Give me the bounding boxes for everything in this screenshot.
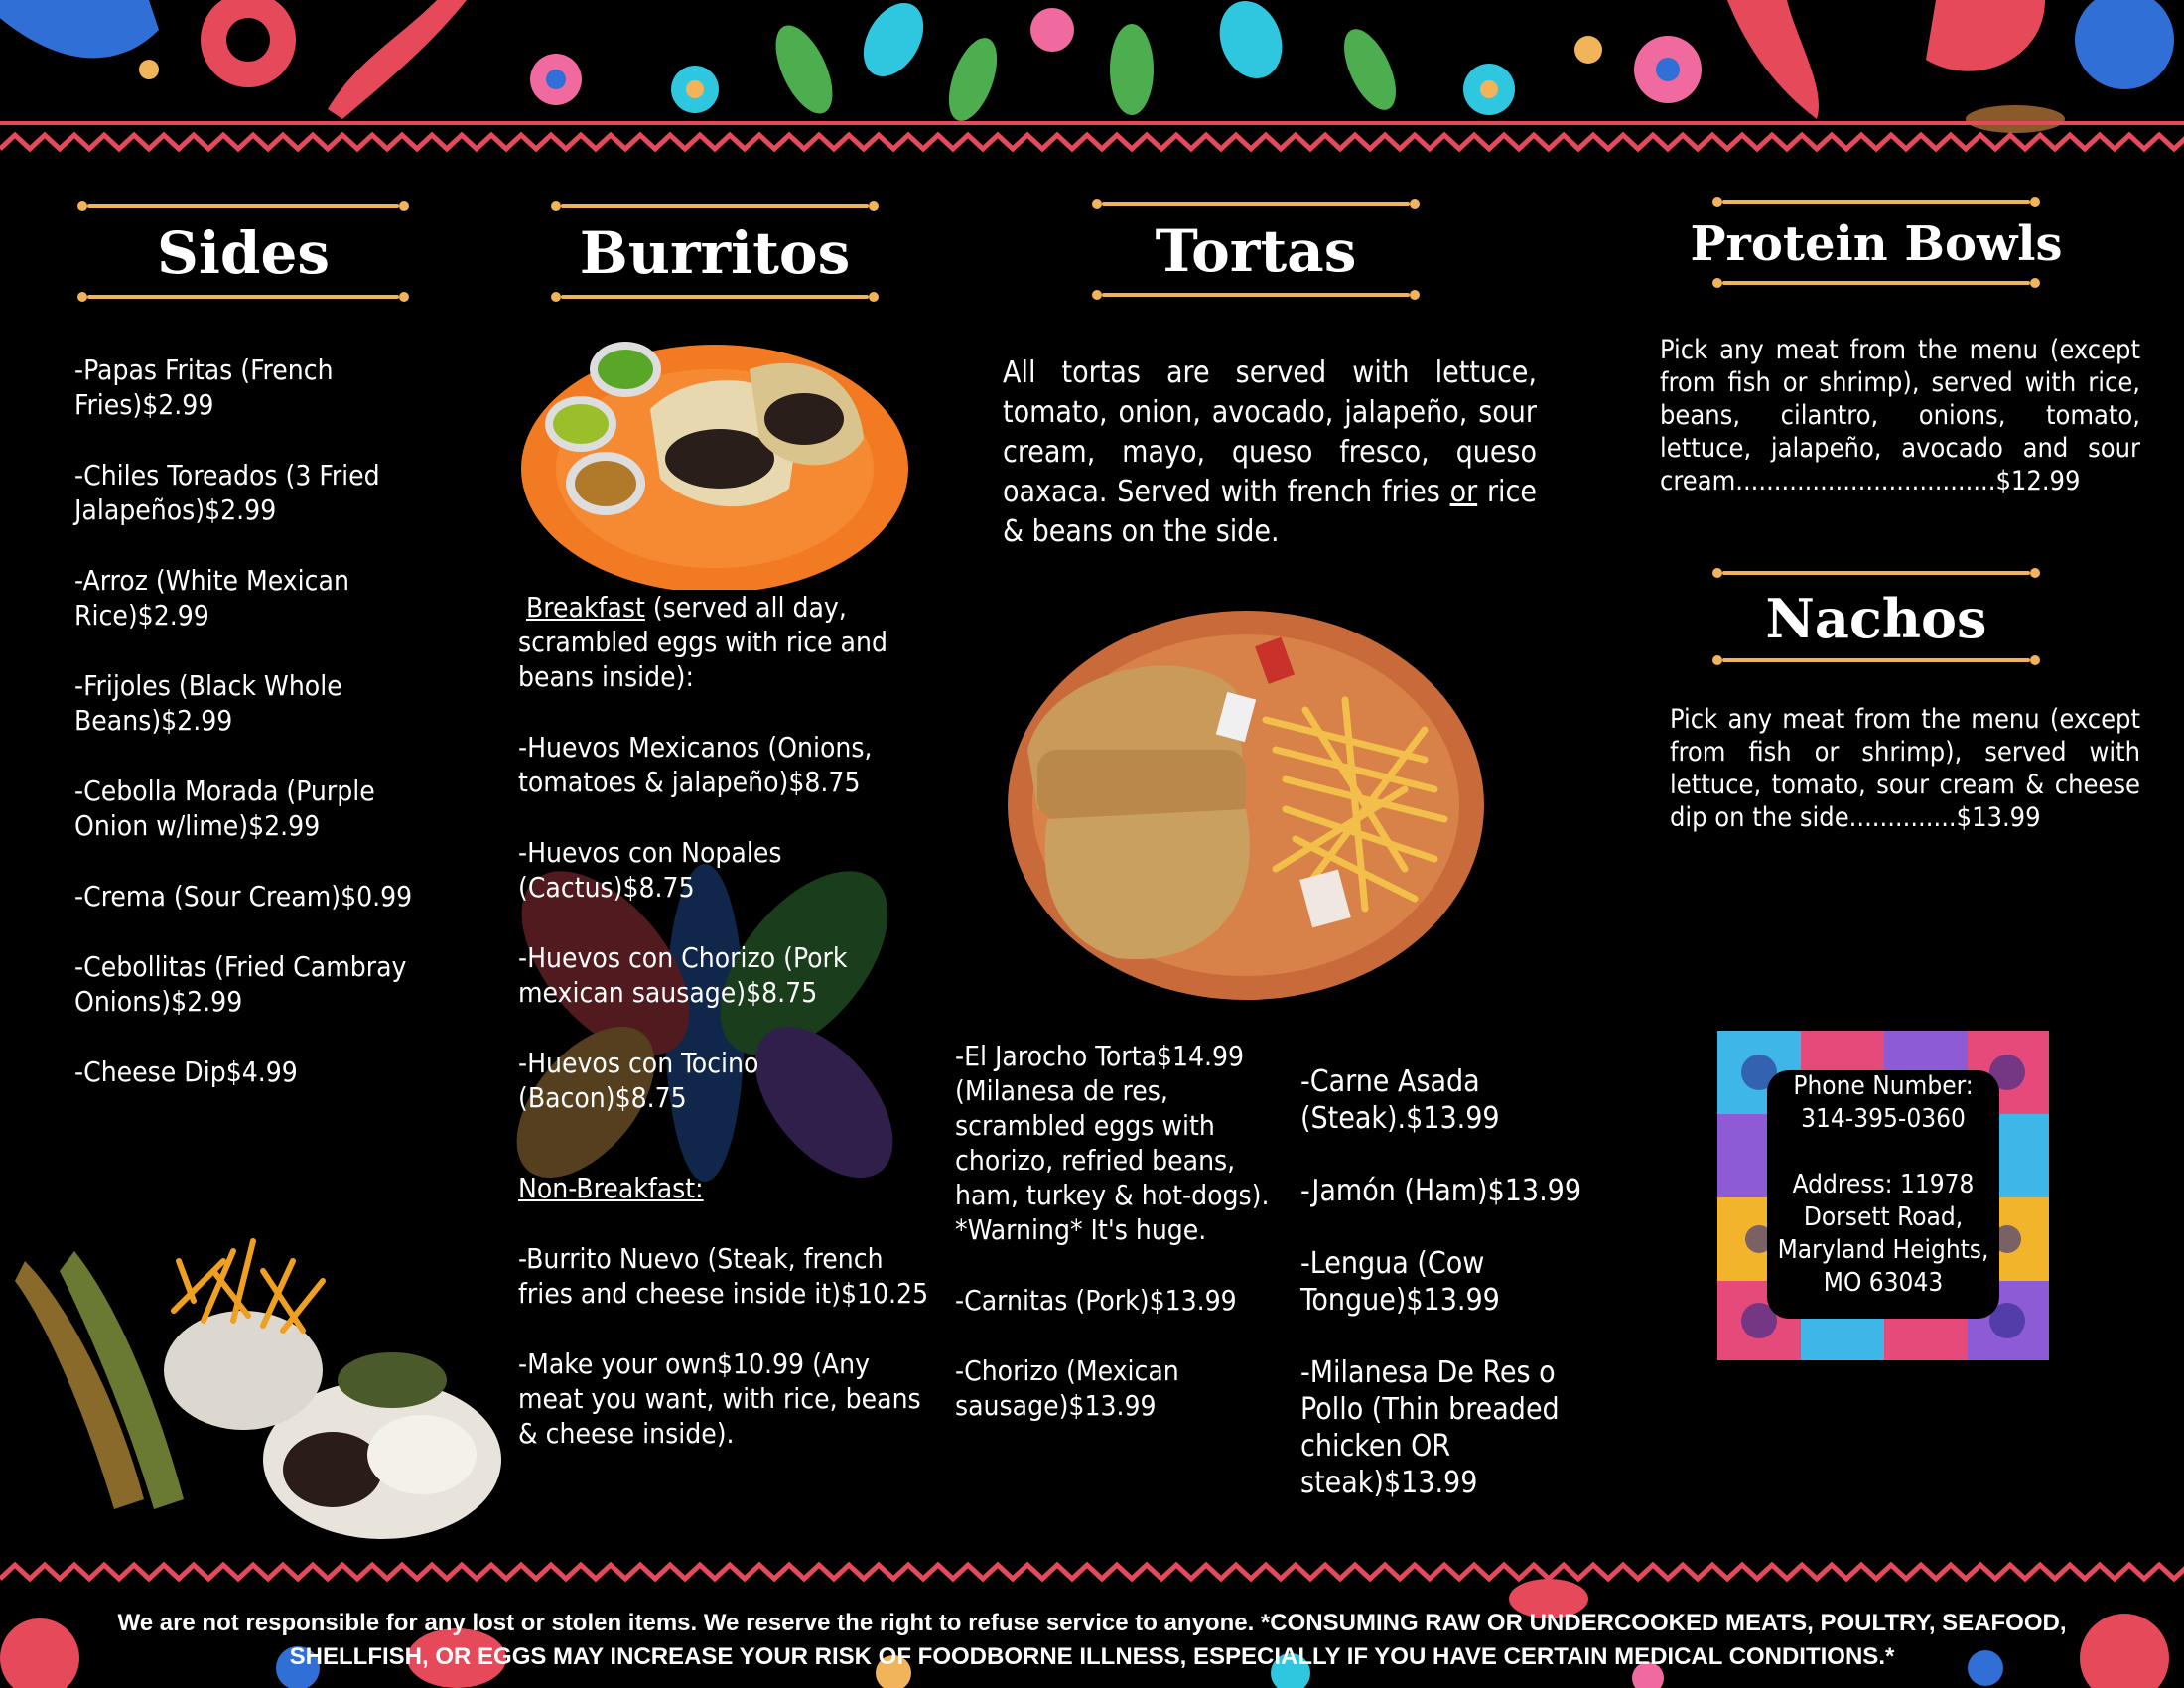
- sides-item: -Cebolla Morada (Purple Onion w/lime)$2.99: [74, 774, 375, 842]
- protein-bowls-heading: [1690, 197, 2063, 288]
- breakfast-intro: [518, 590, 935, 694]
- tortas-list-left: [955, 1039, 1283, 1459]
- address-line: Address: 11978: [1792, 1170, 1975, 1199]
- breakfast-label: Breakfast: [526, 591, 645, 624]
- torta-item: -Carnitas (Pork)$13.99: [955, 1284, 1237, 1317]
- protein-bowls-desc: Pick any meat from the menu (except from fish or shrimp), served with rice, beans, cilantro, onions, tomato, lettuce, jalapeño, avocado and sour cream..................................$12.99: [1660, 335, 2140, 496]
- breakfast-item: -Huevos con Nopales (Cactus)$8.75: [518, 836, 782, 904]
- heading-rule-bottom: [1712, 278, 2040, 288]
- tortas-heading: [1092, 199, 1420, 300]
- sides-item: -Arroz (White Mexican Rice)$2.99: [74, 564, 349, 632]
- disclaimer-line: We are not responsible for any lost or stolen items. We reserve the right to refuse service to anyone. *CONSUMING RAW OR UNDERCOOKED MEATS, POULTRY, SEAFOOD,: [117, 1610, 2067, 1636]
- heading-rule-top: [1092, 199, 1420, 209]
- top-zigzag-border: [0, 121, 2184, 149]
- heading-rule-bottom: [1092, 290, 1420, 300]
- heading-rule-top: [1712, 568, 2040, 578]
- sides-item: -Cheese Dip$4.99: [74, 1055, 298, 1088]
- heading-rule-bottom: [551, 292, 879, 302]
- torta-item: -Carne Asada (Steak).$13.99: [1300, 1064, 1500, 1136]
- nachos-desc: Pick any meat from the menu (except from fish or shrimp), served with lettuce, tomato, sour cream & cheese dip on the side..............$13.99: [1670, 704, 2140, 833]
- breakfast-item: -Huevos Mexicanos (Onions, tomatoes & jalapeño)$8.75: [518, 731, 873, 798]
- non-breakfast-item: -Make your own$10.99 (Any meat you want, with rice, beans & cheese inside).: [518, 1347, 921, 1450]
- address-line: Dorsett Road,: [1803, 1202, 1964, 1232]
- burritos-list: [518, 590, 935, 1486]
- sides-item: -Frijoles (Black Whole Beans)$2.99: [74, 669, 342, 737]
- non-breakfast-item: -Burrito Nuevo (Steak, french fries and cheese inside it)$10.25: [518, 1242, 929, 1310]
- tortas-title: Tortas: [1155, 217, 1357, 285]
- sides-title: Sides: [156, 219, 331, 287]
- disclaimer: [0, 1607, 2184, 1674]
- address-line: MO 63043: [1823, 1268, 1944, 1298]
- non-breakfast-label: Non-Breakfast:: [518, 1172, 704, 1204]
- address-line: Maryland Heights,: [1777, 1235, 1989, 1265]
- tortas-intro-part2: rice & beans on the side.: [1003, 475, 1537, 549]
- contact-card: [1717, 1031, 2049, 1360]
- sides-item: -Cebollitas (Fried Cambray Onions)$2.99: [74, 950, 407, 1018]
- tortas-intro-part1: All tortas are served with lettuce, tomato, onion, avocado, jalapeño, sour cream, mayo, queso fresco, queso oaxaca. Served with french fries: [1003, 355, 1537, 509]
- disclaimer-line: SHELLFISH, OR EGGS MAY INCREASE YOUR RISK OF FOODBORNE ILLNESS, ESPECIALLY IF YOU HAVE CERTAIN MEDICAL CONDITIONS.*: [289, 1643, 1895, 1670]
- heading-rule-bottom: [77, 292, 409, 302]
- bottom-zigzag-border: [0, 1565, 2184, 1579]
- nachos-heading: [1712, 568, 2040, 665]
- torta-item: -Lengua (Cow Tongue)$13.99: [1300, 1246, 1500, 1318]
- protein-bowls-title: Protein Bowls: [1690, 216, 2063, 272]
- top-floral-decoration: [0, 0, 2174, 133]
- breakfast-desc: (served all day, scrambled eggs with rice and beans inside):: [518, 591, 887, 693]
- sides-item: -Chiles Toreados (3 Fried Jalapeños)$2.99: [74, 459, 380, 526]
- breakfast-item: -Huevos con Tocino (Bacon)$8.75: [518, 1047, 759, 1114]
- burritos-heading: [551, 201, 879, 302]
- burritos-title: Burritos: [579, 219, 851, 287]
- tortas-intro: [1003, 353, 1537, 552]
- tortas-intro-or: or: [1449, 475, 1478, 509]
- heading-rule-top: [551, 201, 879, 211]
- torta-item: -Milanesa De Res o Pollo (Thin breaded chicken OR steak)$13.99: [1300, 1355, 1560, 1500]
- burrito-photo: [521, 330, 908, 590]
- heading-rule-top: [1712, 197, 2040, 207]
- phone-label: Phone Number:: [1793, 1071, 1974, 1101]
- sides-list: [74, 352, 447, 1125]
- torta-photo: [1008, 611, 1484, 1000]
- sides-food-photo: [5, 1201, 501, 1549]
- phone-number: 314-395-0360: [1801, 1104, 1966, 1134]
- torta-item: -Jamón (Ham)$13.99: [1300, 1174, 1581, 1208]
- heading-rule-bottom: [1712, 655, 2040, 665]
- torta-item: -Chorizo (Mexican sausage)$13.99: [955, 1354, 1179, 1422]
- sides-item: -Crema (Sour Cream)$0.99: [74, 880, 413, 913]
- tortas-list-right: [1300, 1063, 1598, 1537]
- nachos-title: Nachos: [1765, 587, 1987, 650]
- top-floral-border: [0, 0, 2184, 159]
- sides-heading: [77, 201, 409, 302]
- breakfast-item: -Huevos con Chorizo (Pork mexican sausage)$8.75: [518, 941, 848, 1009]
- torta-item: -El Jarocho Torta$14.99 (Milanesa de res, scrambled eggs with chorizo, refried beans, ham, turkey & hot-dogs). *Warning* It's huge.: [955, 1040, 1270, 1246]
- sides-item: -Papas Fritas (French Fries)$2.99: [74, 353, 334, 421]
- heading-rule-top: [77, 201, 409, 211]
- contact-text: [1717, 1070, 2049, 1300]
